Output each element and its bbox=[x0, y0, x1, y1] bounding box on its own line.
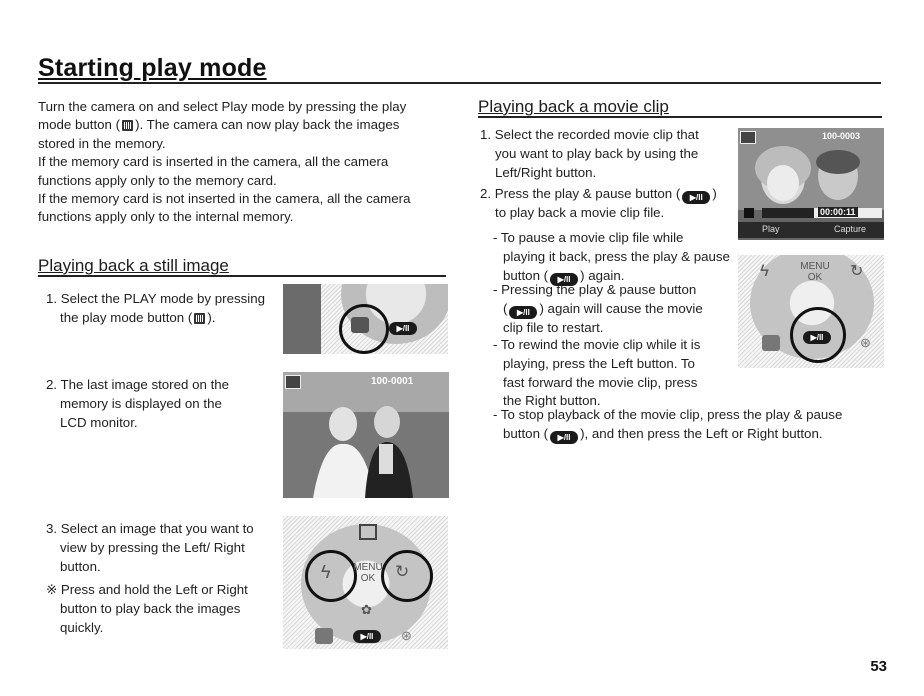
play-pause-pill: ▶/II bbox=[509, 306, 537, 319]
movie-bullet-stop: - To stop playback of the movie clip, press the play & pause button ( ▶/II ), and then press the Left or Right button. bbox=[493, 407, 843, 442]
play-icon bbox=[351, 317, 369, 333]
intro-line: functions apply only to the internal memory. bbox=[38, 209, 294, 225]
play-indicator-icon bbox=[740, 131, 756, 144]
movie-counter: 100-0003 bbox=[822, 131, 861, 141]
still-step-3: 3. Select an image that you want to view by pressing the Left/ Right button. bbox=[46, 521, 254, 574]
lcd-photo bbox=[283, 372, 449, 498]
play-icon bbox=[762, 335, 780, 351]
play-pause-pill: ▶/II bbox=[389, 322, 417, 335]
movie-step-1: 1. Select the recorded movie clip that you want to play back by using the Left/Right button. bbox=[480, 127, 699, 180]
movie-capture-label: Capture bbox=[834, 224, 867, 234]
page-title: Starting play mode bbox=[38, 54, 267, 82]
left-right-dial-image bbox=[283, 516, 448, 649]
movie-step-2: 2. Press the play & pause button ( ▶/II ) to play back a movie clip file. bbox=[480, 186, 717, 220]
play-icon bbox=[315, 628, 333, 644]
delete-icon: ⊛ bbox=[860, 335, 871, 350]
movie-bullet-rewind: - To rewind the movie clip while it is playing, press the Left button. To fast forward the movie clip, press the Right button. bbox=[493, 337, 701, 409]
play-mode-icon bbox=[122, 120, 133, 131]
progress-fill bbox=[762, 208, 814, 218]
intro-line: mode button ( ). The camera can now play back the images bbox=[38, 117, 400, 133]
still-step-2: 2. The last image stored on the memory is displayed on the LCD monitor. bbox=[46, 377, 230, 430]
play-indicator-icon bbox=[285, 375, 301, 389]
movie-heading: Playing back a movie clip bbox=[478, 97, 669, 116]
play-pause-pill: ▶/II bbox=[550, 431, 578, 444]
flash-icon: ϟ bbox=[760, 261, 769, 280]
intro-line: If the memory card is not inserted in the camera, all the camera bbox=[38, 191, 411, 207]
self-timer-icon: ↻ bbox=[850, 263, 864, 280]
intro-paragraph bbox=[38, 98, 438, 227]
movie-time: 00:00:11 bbox=[820, 207, 856, 217]
play-mode-icon bbox=[194, 313, 205, 324]
play-pause-pill: ▶/II bbox=[550, 273, 578, 286]
menu-ok-label: MENU OK bbox=[800, 261, 830, 283]
movie-bullet-restart: - Pressing the play & pause button ( ▶/II ) again will cause the movie clip file to restart. bbox=[493, 282, 703, 335]
self-timer-icon: ↻ bbox=[395, 562, 410, 581]
play-pause-pill: ▶/II bbox=[353, 630, 381, 643]
movie-heading-rule bbox=[478, 116, 882, 118]
left-button-circle bbox=[305, 550, 357, 602]
menu-ok-label: MENU OK bbox=[353, 562, 383, 584]
play-pause-pill: ▶/II bbox=[803, 331, 831, 344]
play-button-dial-image bbox=[283, 284, 448, 354]
intro-line: Turn the camera on and select Play mode by pressing the play bbox=[38, 99, 407, 114]
still-step-1: 1. Select the PLAY mode by pressing the play mode button ( ). bbox=[46, 291, 266, 325]
page-number: 53 bbox=[870, 658, 887, 675]
wedding-photo-icon bbox=[283, 372, 449, 498]
image-counter: 100-0001 bbox=[371, 376, 414, 387]
still-note: ※ Press and hold the Left or Right button to play back the images quickly. bbox=[46, 582, 248, 635]
flash-icon: ϟ bbox=[321, 562, 331, 582]
macro-icon: ✿ bbox=[361, 602, 372, 617]
title-rule bbox=[38, 82, 881, 84]
still-heading-rule bbox=[38, 275, 446, 277]
intro-line: functions apply only to the memory card. bbox=[38, 172, 277, 188]
play-pause-pill: ▶/II bbox=[682, 191, 710, 204]
intro-line: stored in the memory. bbox=[38, 135, 166, 151]
lcd-icon bbox=[359, 524, 377, 540]
delete-icon: ⊛ bbox=[401, 628, 412, 643]
still-heading: Playing back a still image bbox=[38, 256, 229, 275]
lcd-edge bbox=[283, 284, 321, 354]
play-pause-dial-image bbox=[738, 255, 884, 368]
movie-bullet-pause: - To pause a movie clip file while playing it back, press the play & pause button ( ▶/II ) again. bbox=[493, 230, 730, 284]
stop-icon bbox=[744, 208, 754, 218]
intro-line: If the memory card is inserted in the camera, all the camera bbox=[38, 154, 389, 170]
movie-play-label: Play bbox=[762, 224, 780, 234]
movie-lcd-screen bbox=[738, 128, 884, 240]
